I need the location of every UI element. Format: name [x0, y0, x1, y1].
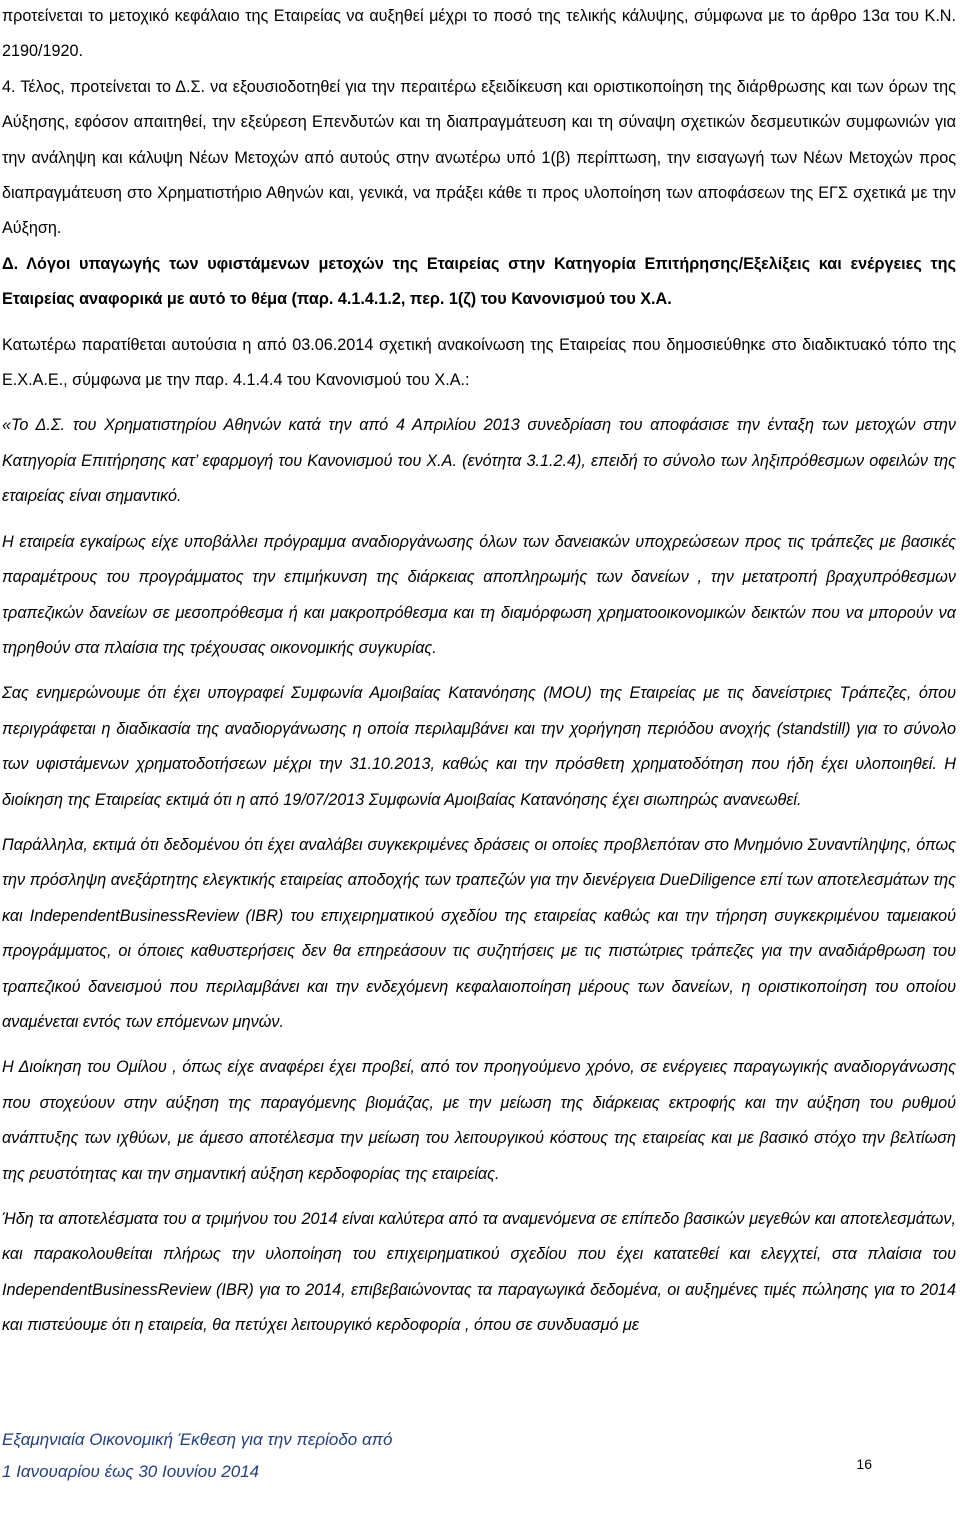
paragraph-intro-announcement: Κατωτέρω παρατίθεται αυτούσια η από 03.06.2014 σχετική ανακοίνωση της Εταιρείας που δημοσιεύθηκε στο διαδικτυακό τόπο της Ε.Χ.Α.Ε., σύμφωνα με την παρ. 4.1.4.4 του Κανονισμού του Χ.Α.:	[2, 335, 956, 390]
section-heading-d: Δ. Λόγοι υπαγωγής των υφιστάμενων μετοχών της Εταιρείας στην Κατηγορία Επιτήρησης/Εξελίξεις και ενέργειες της Εταιρείας αναφορικά με αυτό το θέμα (παρ. 4.1.4.1.2, περ. 1(ζ) του Κανονισμού του Χ.Α.	[2, 254, 956, 309]
footer-report-title: Εξαμηνιαία Οικονομική Έκθεση για την περίοδο από	[2, 1430, 393, 1449]
quote-paragraph-6: Ήδη τα αποτελέσματα του α τριμήνου του 2014 είναι καλύτερα από τα αναμενόμενα σε επίπεδο βασικών μεγεθών και αποτελεσμάτων, και παρακολουθείται πλήρως την υλοποίηση του επιχειρηματικού σχεδίου που έχει κατατεθεί και ελεγχτεί, στα πλαίσια του IndependentBusinessReview (IBR) για το 2014, επιβεβαιώνοντας τα παραγωγικά δεδομένα, οι αυξημένες τιμές πώλησης για το 2014 και πιστεύουμε ότι η εταιρεία, θα πετύχει λειτουργικό κερδοφορία , όπου σε συνδυασμό με	[2, 1210, 956, 1335]
paragraph-continuation: προτείνεται το μετοχικό κεφάλαιο της Εταιρείας να αυξηθεί μέχρι το ποσό της τελικής κάλυψης, σύμφωνα με το άρθρο 13α του Κ.Ν. 2190/1920.	[2, 7, 956, 61]
quote-paragraph-5: Η Διοίκηση του Ομίλου , όπως είχε αναφέρει έχει προβεί, από τον προηγούμενο χρόνο, σε ενέργειες παραγωγικής αναδιοργάνωσης που στοχεύουν στην αύξηση της παραγόμενης βιομάζας, με την μείωση της διάρκειας εκτροφής και την αύξηση του ρυθμού ανάπτυξης των ιχθύων, με άμεσο αποτέλεσμα την μείωση του λειτουργικού κόστους της εταιρείας και με βασικό στόχο την βελτίωση της ρευστότητας και την σημαντική αύξηση κερδοφορίας της εταιρείας.	[2, 1058, 956, 1183]
quote-paragraph-1: «Το Δ.Σ. του Χρηματιστηρίου Αθηνών κατά την από 4 Απριλίου 2013 συνεδρίαση του αποφάσισε την ένταξη των μετοχών στην Κατηγορία Επιτήρησης κατ’ εφαρμογή του Κανονισμού του Χ.Α. (ενότητα 3.1.2.4), επειδή το σύνολο των ληξιπρόθεσμων οφειλών της εταιρείας είναι σημαντικό.	[2, 416, 956, 506]
paragraph-item-4: 4. Τέλος, προτείνεται το Δ.Σ. να εξουσιοδοτηθεί για την περαιτέρω εξειδίκευση και οριστικοποίηση της διάρθρωσης και των όρων της Αύξησης, εφόσον απαιτηθεί, την εξεύρεση Επενδυτών και τη διαπραγμάτευση και τη σύναψη σχετικών δεσμευτικών συμφωνιών για την ανάληψη και κάλυψη Νέων Μετοχών από αυτούς στην ανωτέρω υπό 1(β) περίπτωση, την εισαγωγή των Νέων Μετοχών προς διαπραγμάτευση στο Χρηματιστήριο Αθηνών και, γενικά, να πράξει κάθε τι προς υλοποίηση των αποφάσεων της ΕΓΣ σχετικά με την Αύξηση.	[2, 77, 956, 238]
page-number: 16	[856, 1456, 872, 1472]
quote-paragraph-4: Παράλληλα, εκτιμά ότι δεδομένου ότι έχει αναλάβει συγκεκριμένες δράσεις οι οποίες προβλεπόταν στο Μνημόνιο Συναντίληψης, όπως την πρόσληψη ανεξάρτητης ελεγκτικής εταιρείας αποδοχής των τραπεζών για την διενέργεια DueDiligence επί των αποτελεσμάτων της και IndependentBusinessReview (IBR) του επιχειρηματικού σχεδίου της εταιρείας καθώς και την τήρηση συγκεκριμένου ταμειακού προγράμματος, οι όποιες καθυστερήσεις δεν θα επηρεάσουν τις συζητήσεις με τις πιστώτριες τράπεζες για την αναδιάρθρωση του τραπεζικού δανεισμού που περιλαμβάνει και την ενδεχόμενη κεφαλαιοποίηση μέρους των δανείων, η οριστικοποίηση του οποίου αναμένεται εντός των επόμενων μηνών.	[2, 835, 956, 1031]
quote-paragraph-3: Σας ενημερώνουμε ότι έχει υπογραφεί Συμφωνία Αμοιβαίας Κατανόησης (MOU) της Εταιρείας με τις δανείστριες Τράπεζες, όπου περιγράφεται η διαδικασία της αναδιοργάνωσης η οποία περιλαμβάνει και την χορήγηση περιόδου ανοχής (standstill) για το σύνολο των υφιστάμενων χρηματοδοτήσεων μέχρι την 31.10.2013, καθώς και την πρόσθετη χρηματοδότηση που ήδη έχει υλοποιηθεί. Η διοίκηση της Εταιρείας εκτιμά ότι η από 19/07/2013 Συμφωνία Αμοιβαίας Κατανόησης έχει σιωπηρώς ανανεωθεί.	[2, 684, 956, 809]
quote-paragraph-2: Η εταιρεία εγκαίρως είχε υποβάλλει πρόγραμμα αναδιοργάνωσης όλων των δανειακών υποχρεώσεων προς τις τράπεζες με βασικές παραμέτρους του προγράμματος την επιμήκυνση της διάρκειας αποπληρωμής των δανείων , την μετατροπή βραχυπρόθεσμων τραπεζικών δανείων σε μεσοπρόθεσμα ή και μακροπρόθεσμα και τη διαμόρφωση χρηματοοικονομικών δεικτών που να μπορούν να τηρηθούν στα πλαίσια της τρέχουσας οικονομικής συγκυρίας.	[2, 532, 956, 657]
footer-report-period: 1 Ιανουαρίου έως 30 Ιουνίου 2014	[2, 1462, 260, 1481]
document-body	[2, 0, 956, 1344]
